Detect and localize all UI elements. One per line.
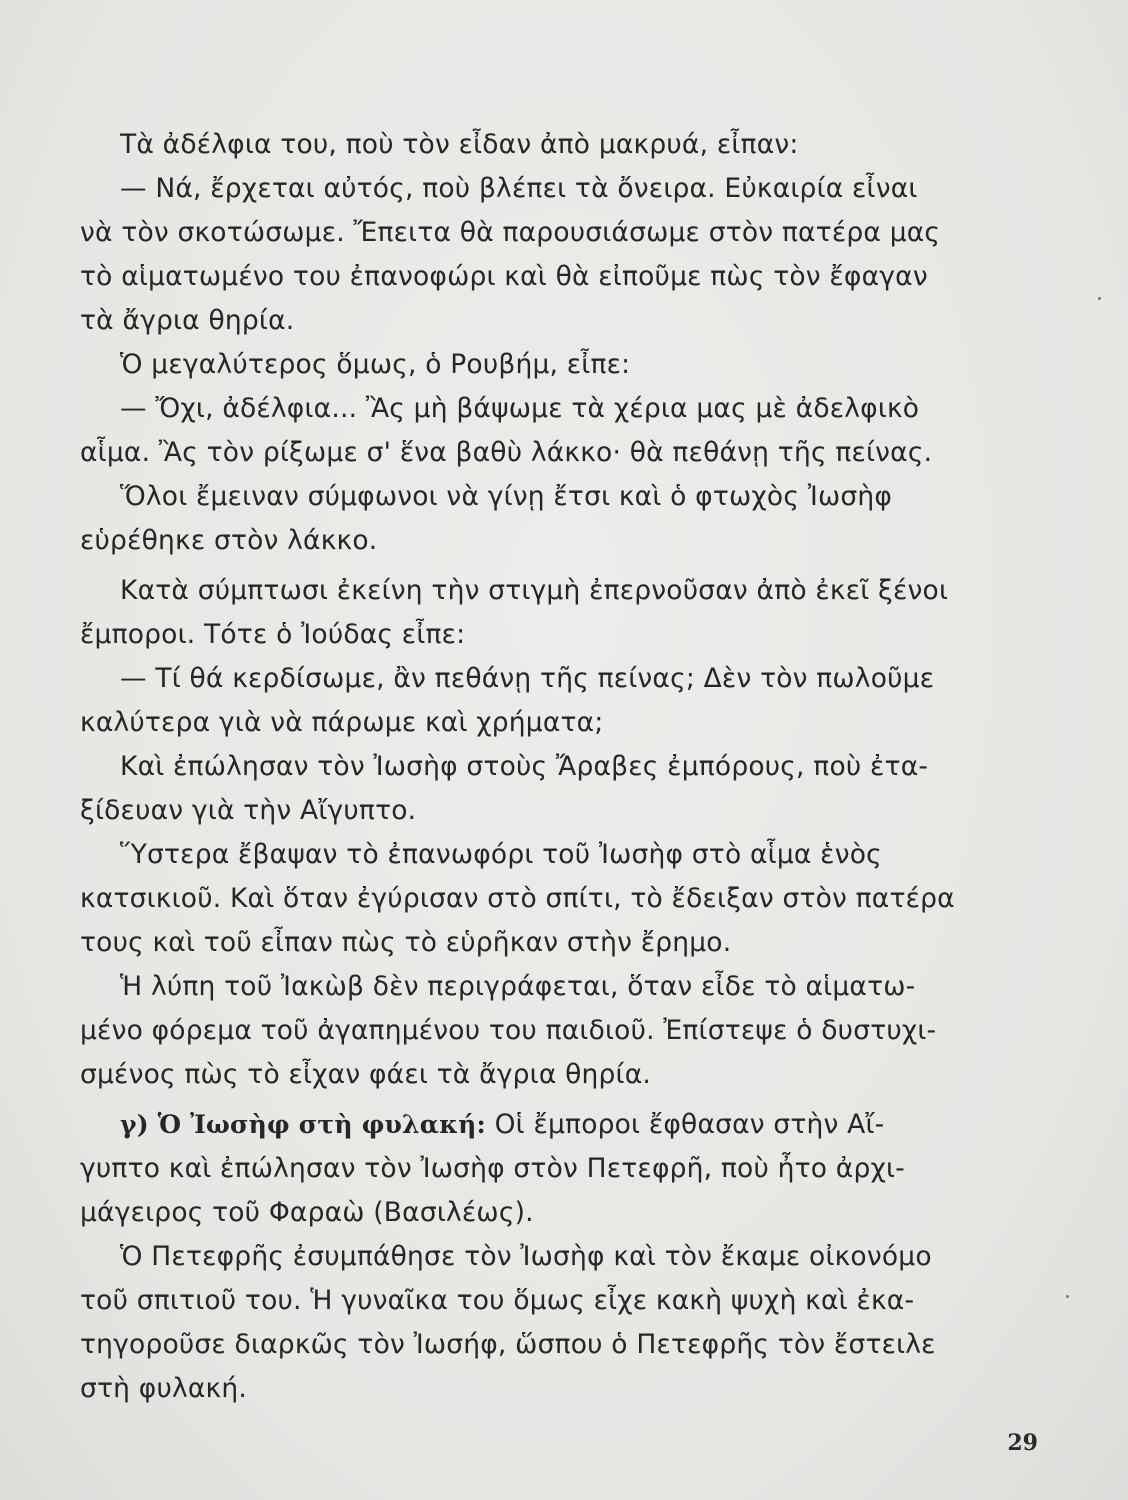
text-line: ἔμποροι. Τότε ὁ Ἰούδας εἶπε: (80, 619, 466, 650)
page-number: 29 (1007, 1430, 1038, 1456)
text-line: τοῦ σπιτιοῦ του. Ἡ γυναῖκα του ὅμως εἶχε κακὴ ψυχὴ καὶ ἐκα- (80, 1285, 915, 1316)
text-line: ξίδευαν γιὰ τὴν Αἴγυπτο. (80, 795, 417, 826)
text-line: τὰ ἄγρια θηρία. (80, 305, 295, 336)
text-line: Καὶ ἐπώλησαν τὸν Ἰωσὴφ στοὺς Ἄραβες ἐμπόρους, ποὺ ἐτα- (120, 751, 929, 782)
print-speck (1098, 297, 1101, 300)
text-line: Ὕστερα ἔβαψαν τὸ ἐπανωφόρι τοῦ Ἰωσὴφ στὸ αἷμα ἑνὸς (120, 839, 882, 870)
text-line: — Ὄχι, ἀδέλφια... Ἂς μὴ βάψωμε τὰ χέρια μας μὲ ἀδελφικὸ (120, 393, 920, 424)
text-line: Ὁ Πετεφρῆς ἐσυμπάθησε τὸν Ἰωσὴφ καὶ τὸν ἔκαμε οἰκονόμο (120, 1241, 932, 1272)
text-line: κατσικιοῦ. Καὶ ὅταν ἐγύρισαν στὸ σπίτι, τὸ ἔδειξαν στὸν πατέρα (80, 883, 955, 914)
text-line: γυπτο καὶ ἐπώλησαν τὸν Ἰωσὴφ στὸν Πετεφρῆ, ποὺ ἦτο ἀρχι- (80, 1153, 905, 1184)
text-line: τὸ αἱματωμένο του ἐπανοφώρι καὶ θὰ εἰποῦμε πὼς τὸν ἔφαγαν (80, 261, 928, 292)
text-line: στὴ φυλακή. (80, 1373, 247, 1404)
section-line (80, 1103, 1045, 1147)
text-line: καλύτερα γιὰ νὰ πάρωμε καὶ χρήματα; (80, 707, 604, 738)
text-fragment: Οἱ ἔμποροι ἔφθασαν στὴν Αἴ- (485, 1109, 885, 1140)
page-body (80, 123, 1045, 1411)
text-line: Κατὰ σύμπτωσι ἐκείνη τὴν στιγμὴ ἐπερνοῦσαν ἀπὸ ἐκεῖ ξένοι (120, 575, 949, 606)
text-line: τους καὶ τοῦ εἶπαν πὼς τὸ εὑρῆκαν στὴν ἔρημο. (80, 927, 732, 958)
text-line: Ὅλοι ἔμειναν σύμφωνοι νὰ γίνῃ ἔτσι καὶ ὁ φτωχὸς Ἰωσὴφ (120, 481, 893, 512)
text-line: — Νά, ἔρχεται αὐτός, ποὺ βλέπει τὰ ὄνειρα. Εὐκαιρία εἶναι (120, 173, 918, 204)
text-line: μένο φόρεμα τοῦ ἀγαπημένου του παιδιοῦ. Ἐπίστεψε ὁ δυστυχι- (80, 1015, 937, 1046)
text-line: μάγειρος τοῦ Φαραὼ (Βασιλέως). (80, 1197, 534, 1228)
text-line: Ὁ μεγαλύτερος ὅμως, ὁ Ρουβήμ, εἶπε: (120, 349, 631, 380)
section-heading: γ) Ὁ Ἰωσὴφ στὴ φυλακή: (120, 1110, 486, 1139)
text-line: Τὰ ἀδέλφια του, ποὺ τὸν εἶδαν ἀπὸ μακρυά, εἶπαν: (120, 129, 799, 160)
text-line: σμένος πὼς τὸ εἶχαν φάει τὰ ἄγρια θηρία. (80, 1059, 652, 1090)
text-line: τηγοροῦσε διαρκῶς τὸν Ἰωσήφ, ὥσπου ὁ Πετεφρῆς τὸν ἔστειλε (80, 1329, 936, 1360)
text-line: — Τί θά κερδίσωμε, ἂν πεθάνῃ τῆς πείνας; Δὲν τὸν πωλοῦμε (120, 663, 935, 694)
text-line: εὑρέθηκε στὸν λάκκο. (80, 525, 378, 556)
text-line: αἷμα. Ἂς τὸν ρίξωμε σ' ἕνα βαθὺ λάκκο· θὰ πεθάνῃ τῆς πείνας. (80, 437, 933, 468)
text-line: Ἡ λύπη τοῦ Ἰακὼβ δὲν περιγράφεται, ὅταν εἶδε τὸ αἱματω- (120, 971, 916, 1002)
text-line: νὰ τὸν σκοτώσωμε. Ἔπειτα θὰ παρουσιάσωμε στὸν πατέρα μας (80, 217, 941, 248)
print-speck (1066, 1295, 1069, 1298)
